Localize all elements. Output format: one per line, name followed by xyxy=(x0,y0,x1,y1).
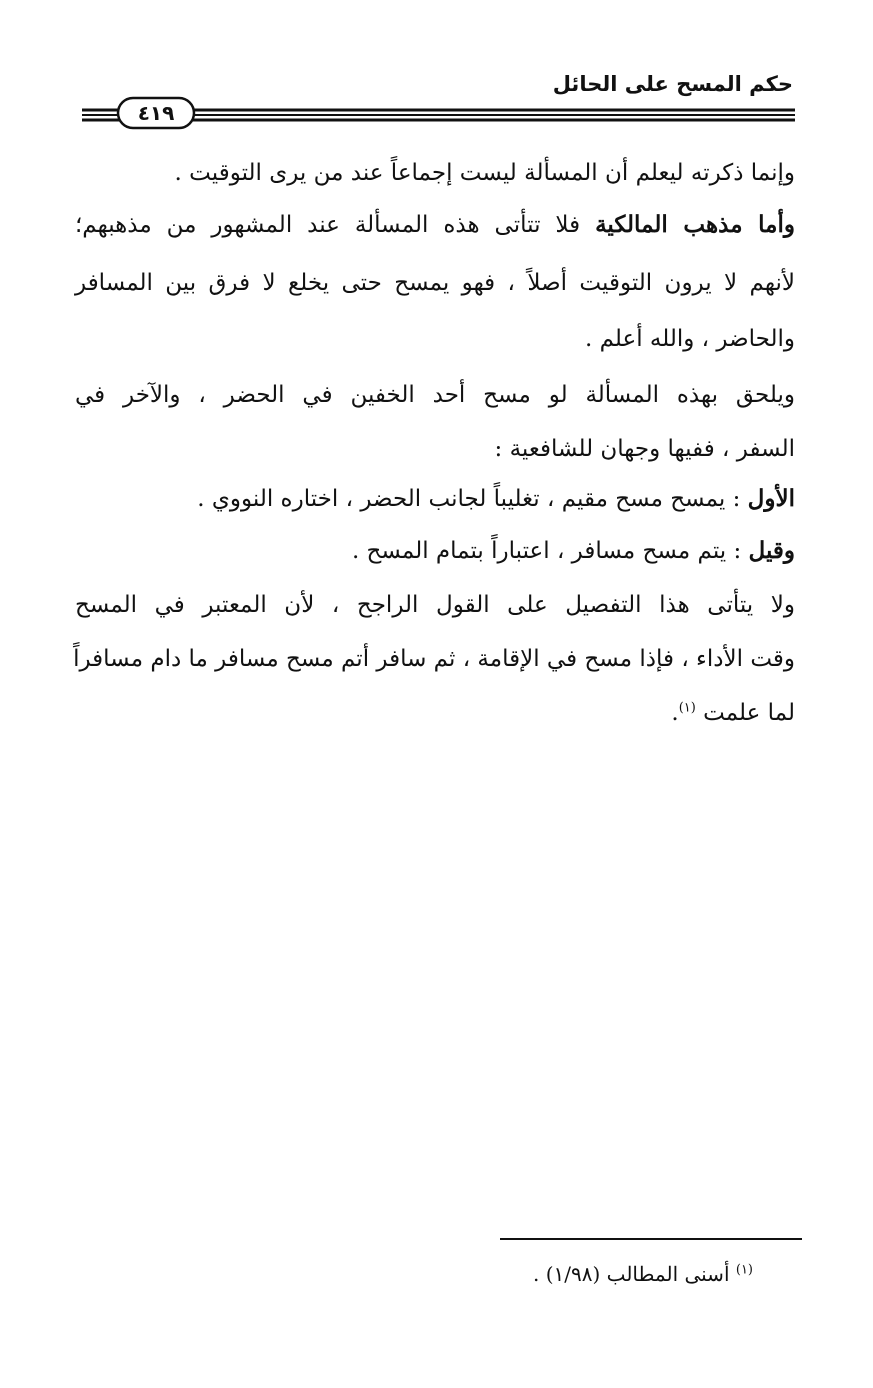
footnote-text: أسنى المطالب (١/٩٨) . xyxy=(533,1262,736,1286)
bold-lead: الأول xyxy=(747,485,795,512)
paragraph-line: السفر ، ففيها وجهان للشافعية : xyxy=(494,436,795,462)
footnote-marker: (١) xyxy=(735,1262,753,1278)
page-number: ٤١٩ xyxy=(137,101,175,125)
paragraph-line: وإنما ذكرته ليعلم أن المسألة ليست إجماعاً عند من يرى التوقيت . xyxy=(174,160,795,186)
paragraph-line: وقت الأداء ، فإذا مسح في الإقامة ، ثم سافر أتم مسح مسافر ما دام مسافراً xyxy=(73,646,795,672)
paragraph-line: لأنهم لا يرون التوقيت أصلاً ، فهو يمسح حتى يخلع لا فرق بين المسافر xyxy=(75,270,795,296)
footnote xyxy=(533,1262,753,1286)
line-text: : يمسح مسح مقيم ، تغليباً لجانب الحضر ، اختاره النووي . xyxy=(197,486,748,512)
line-end: . xyxy=(671,700,679,726)
line-text: فلا تتأتى هذه المسألة عند المشهور من مذهبهم؛ xyxy=(75,212,596,238)
running-header-title: حكم المسح على الحائل xyxy=(552,72,793,96)
bold-lead: وقيل xyxy=(748,537,795,564)
bold-lead: وأما مذهب المالكية xyxy=(595,211,795,238)
paragraph-line xyxy=(352,528,795,574)
line-text: لما علمت xyxy=(703,700,795,726)
footnote-reference[interactable]: (١) xyxy=(678,700,696,716)
line-text: : يتم مسح مسافر ، اعتباراً بتمام المسح . xyxy=(351,538,749,564)
paragraph-line xyxy=(671,690,795,736)
main-text xyxy=(75,150,795,730)
paragraph-line: ويلحق بهذه المسألة لو مسح أحد الخفين في الحضر ، والآخر في xyxy=(75,382,795,408)
footnote-separator xyxy=(500,1238,802,1240)
paragraph-line xyxy=(197,476,795,522)
paragraph-line: والحاضر ، والله أعلم . xyxy=(584,326,795,352)
paragraph-line: ولا يتأتى هذا التفصيل على القول الراجح ، لأن المعتبر في المسح xyxy=(75,592,795,618)
paragraph-line xyxy=(75,202,795,248)
